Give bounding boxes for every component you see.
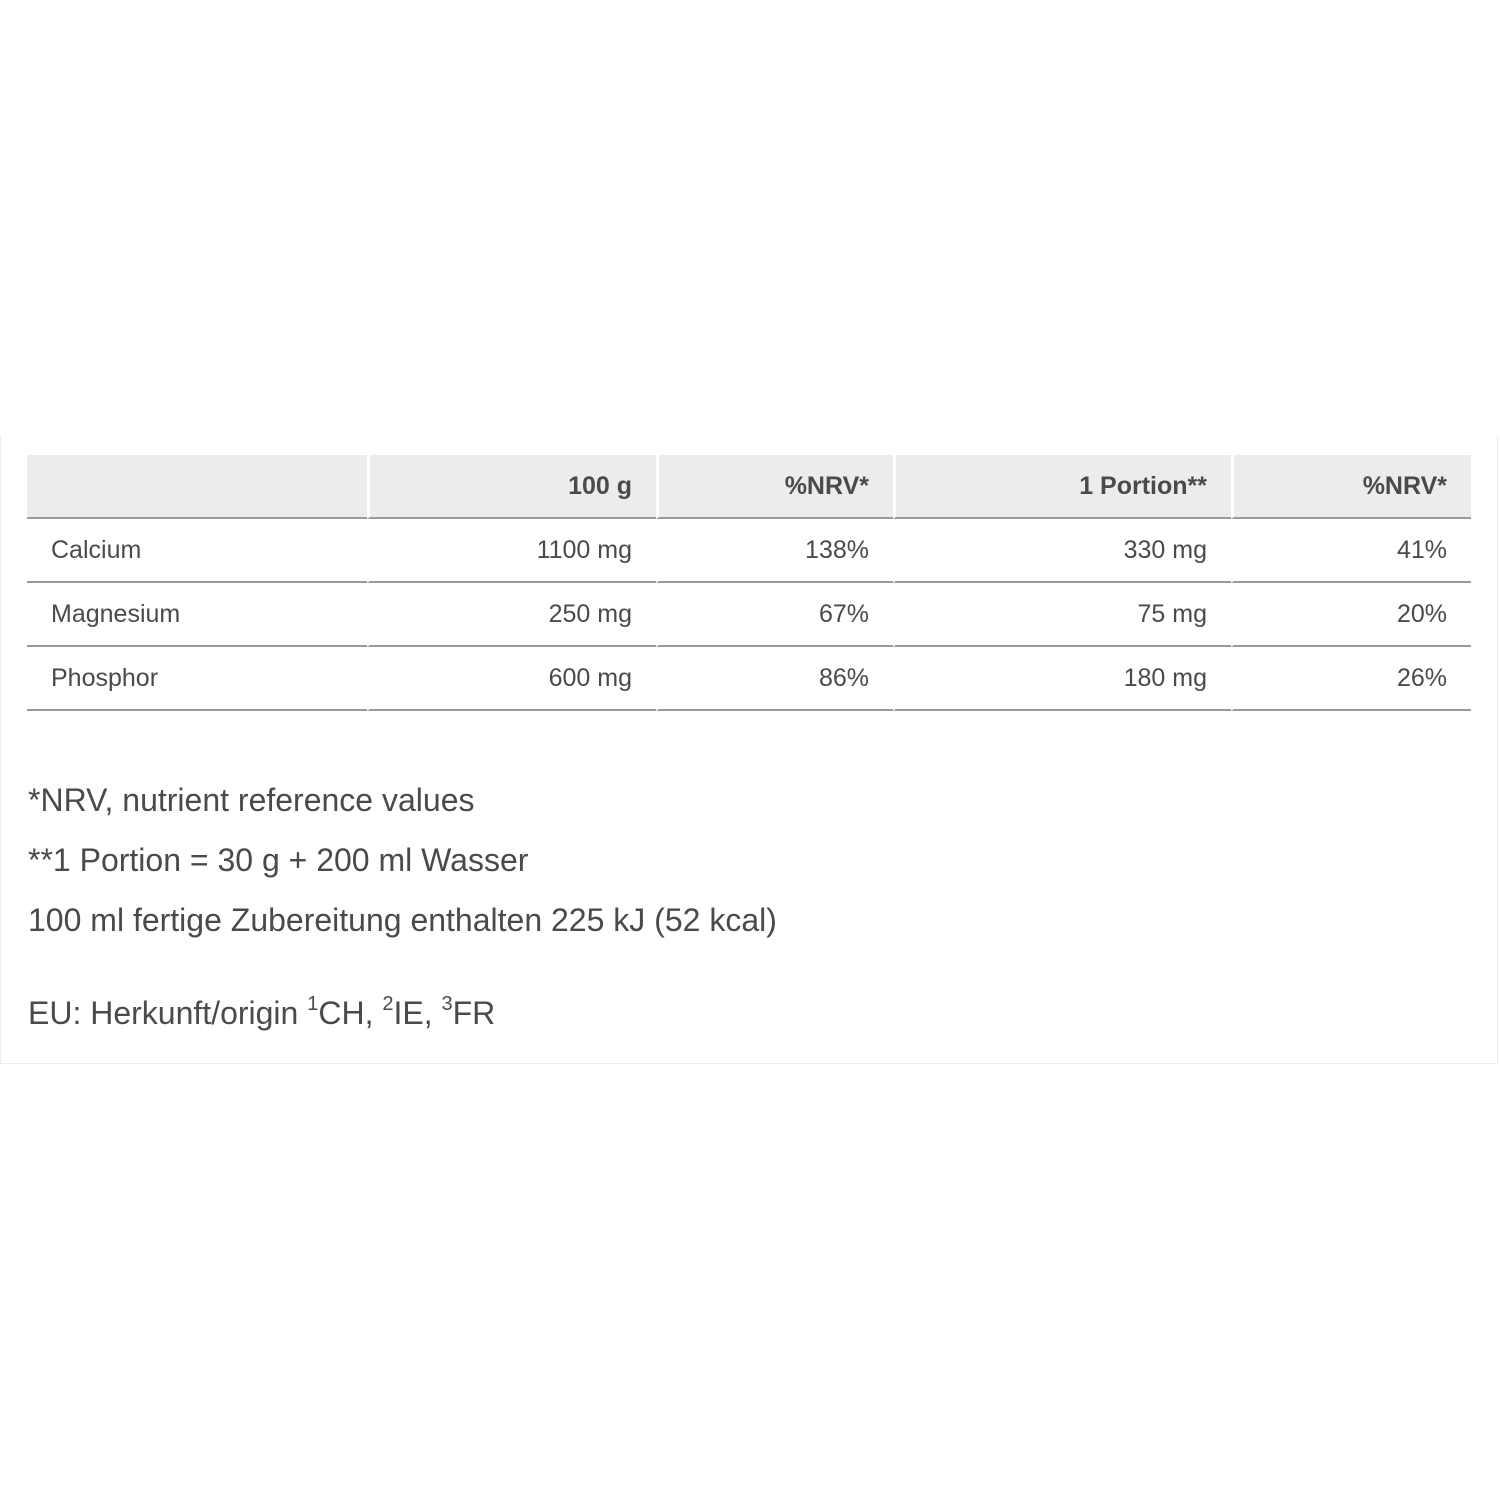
value-nrv-100g: 138% xyxy=(656,519,893,583)
header-per-100g: 100 g xyxy=(367,455,656,519)
value-nrv-portion: 41% xyxy=(1231,519,1471,583)
nutrition-table xyxy=(27,455,1471,711)
origin-country: FR xyxy=(452,995,496,1031)
footnote-energy: 100 ml fertige Zubereitung enthalten 225 kJ (52 kcal) xyxy=(28,902,777,938)
footnotes xyxy=(28,770,777,950)
nutrient-name: Calcium xyxy=(27,519,367,583)
origin-marker: 2 xyxy=(382,993,394,1015)
value-nrv-portion: 26% xyxy=(1231,647,1471,711)
origin-prefix: EU: Herkunft/origin xyxy=(28,995,308,1031)
value-per-100g: 1100 mg xyxy=(367,519,656,583)
value-nrv-portion: 20% xyxy=(1231,583,1471,647)
value-per-portion: 330 mg xyxy=(893,519,1231,583)
table-row xyxy=(27,647,1471,711)
table-row xyxy=(27,519,1471,583)
nutrient-name: Magnesium xyxy=(27,583,367,647)
header-nrv-portion: %NRV* xyxy=(1231,455,1471,519)
value-per-portion: 180 mg xyxy=(893,647,1231,711)
header-nutrient xyxy=(27,455,367,519)
value-per-100g: 600 mg xyxy=(367,647,656,711)
table-row xyxy=(27,583,1471,647)
value-per-100g: 250 mg xyxy=(367,583,656,647)
value-nrv-100g: 67% xyxy=(656,583,893,647)
origin-marker: 1 xyxy=(307,993,319,1015)
value-per-portion: 75 mg xyxy=(893,583,1231,647)
value-nrv-100g: 86% xyxy=(656,647,893,711)
footnote-nrv: *NRV, nutrient reference values xyxy=(28,782,475,818)
origin-country: CH, xyxy=(318,995,383,1031)
nutrition-panel xyxy=(0,436,1498,1064)
origin-marker: 3 xyxy=(441,993,453,1015)
footnote-portion: **1 Portion = 30 g + 200 ml Wasser xyxy=(28,842,529,878)
header-nrv-100g: %NRV* xyxy=(656,455,893,519)
origin-line xyxy=(28,988,495,1038)
header-per-portion: 1 Portion** xyxy=(893,455,1231,519)
nutrient-name: Phosphor xyxy=(27,647,367,711)
table-header-row xyxy=(27,455,1471,519)
origin-country: IE, xyxy=(393,995,442,1031)
